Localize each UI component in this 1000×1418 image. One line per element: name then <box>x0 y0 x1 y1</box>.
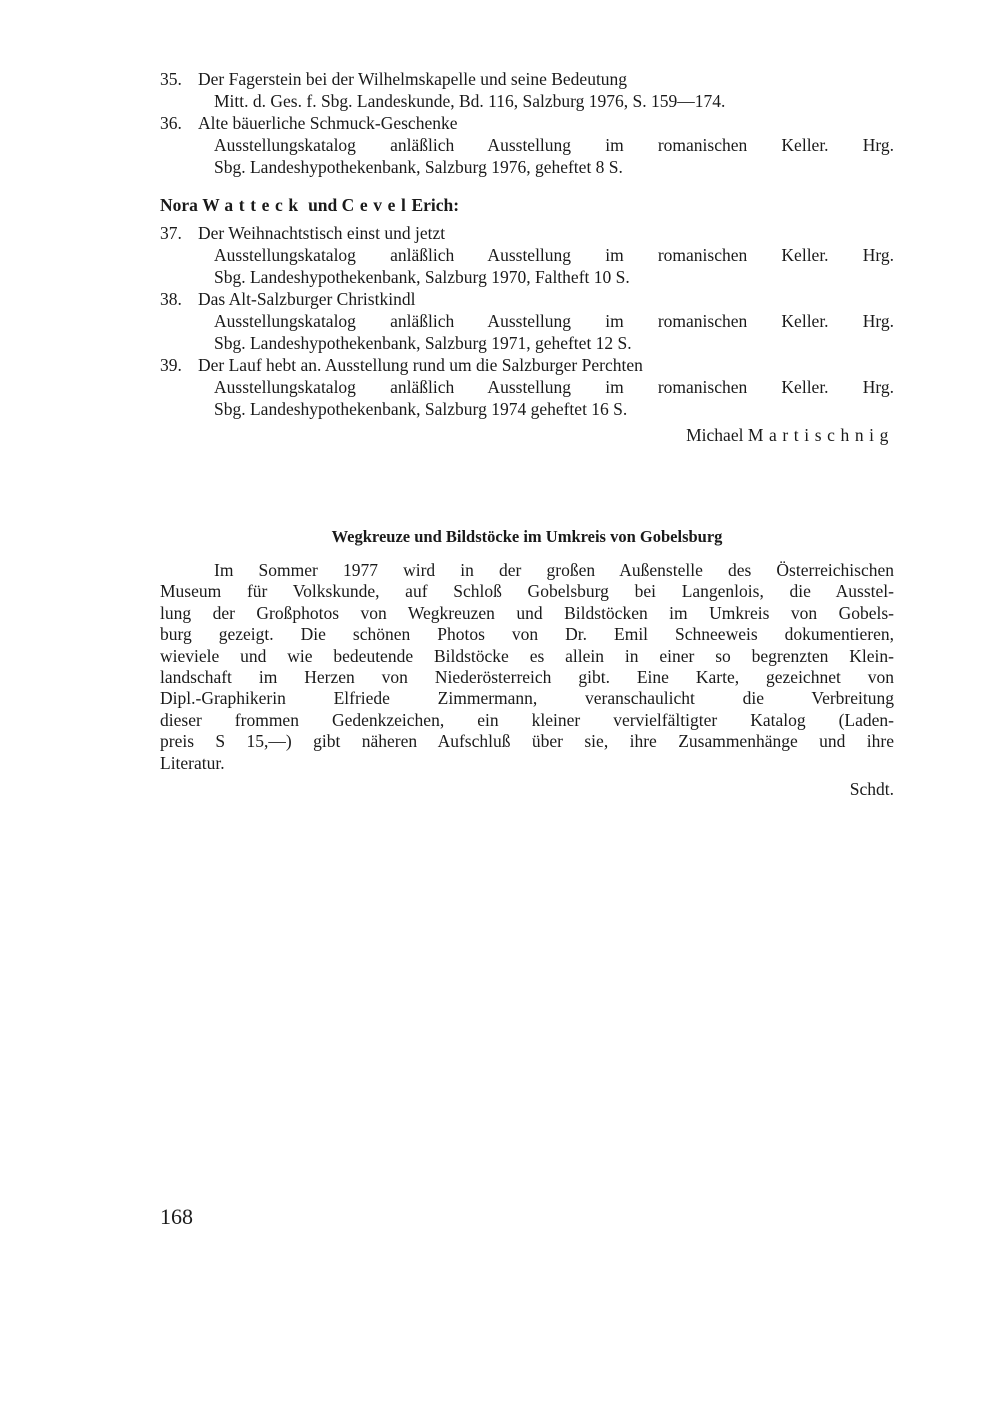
author-first-name: Nora <box>160 195 198 215</box>
entry-title: Der Weihnachtstisch einst und jetzt <box>198 223 446 243</box>
entry-detail-line: Sbg. Landeshypothekenbank, Salzburg 1976, geheftet 8 S. <box>214 157 623 177</box>
author-conjunction: und <box>308 195 338 215</box>
entry-detail-line: Ausstellungskatalog anläßlich Ausstellung im romanischen Keller. Hrg. <box>214 135 894 155</box>
authors-heading <box>160 194 894 216</box>
entry-detail-line: Ausstellungskatalog anläßlich Ausstellung im romanischen Keller. Hrg. <box>214 245 894 265</box>
entry-number: 39. <box>160 355 182 375</box>
author-surname: Watteck <box>202 195 304 215</box>
paragraph-line: Literatur. <box>160 752 225 773</box>
paragraph-line: burg gezeigt. Die schönen Photos von Dr. Emil Schneeweis dokumentieren, <box>160 624 894 645</box>
entry-detail-line: Sbg. Landeshypothekenbank, Salzburg 1970, Faltheft 10 S. <box>214 267 630 287</box>
article-paragraph <box>160 560 894 774</box>
author-first-name: Erich: <box>411 195 460 215</box>
article-title: Wegkreuze und Bildstöcke im Umkreis von Gobelsburg <box>331 527 723 546</box>
bibliography-entry <box>160 354 894 420</box>
paragraph-line: Museum für Volkskunde, auf Schloß Gobelsburg bei Langenlois, die Ausstel- <box>160 581 894 602</box>
author-surname: Cevel <box>341 195 412 215</box>
signature-surname: Martischnig <box>747 425 894 445</box>
bibliography-entry <box>160 68 894 112</box>
bibliography-entry <box>160 112 894 178</box>
bibliography-entry <box>160 288 894 354</box>
entry-title: Das Alt-Salzburger Christkindl <box>198 289 416 309</box>
paragraph-line: Im Sommer 1977 wird in der großen Außenstelle des Österreichischen <box>214 560 894 580</box>
entry-number: 36. <box>160 113 182 133</box>
entry-detail-line: Sbg. Landeshypothekenbank, Salzburg 1971, geheftet 12 S. <box>214 333 632 353</box>
entry-title: Der Lauf hebt an. Ausstellung rund um die Salzburger Perchten <box>198 355 643 375</box>
entry-detail-line: Mitt. d. Ges. f. Sbg. Landeskunde, Bd. 116, Salzburg 1976, S. 159—174. <box>214 91 726 111</box>
bibliography-entry <box>160 222 894 288</box>
paragraph-line: Dipl.-Graphikerin Elfriede Zimmermann, veranschaulicht die Verbreitung <box>160 688 894 709</box>
page-number: 168 <box>160 1204 193 1229</box>
paragraph-line: landschaft im Herzen von Niederösterreich gibt. Eine Karte, gezeichnet von <box>160 667 894 688</box>
paragraph-line: wieviele und wie bedeutende Bildstöcke es allein in einer so begrenzten Klein- <box>160 645 894 666</box>
entry-detail-line: Sbg. Landeshypothekenbank, Salzburg 1974 geheftet 16 S. <box>214 399 628 419</box>
paragraph-line: dieser frommen Gedenkzeichen, ein kleiner vervielfältigter Katalog (Laden- <box>160 709 894 730</box>
entry-number: 38. <box>160 289 182 309</box>
paragraph-line: lung der Großphotos von Wegkreuzen und Bildstöcken im Umkreis von Gobels- <box>160 602 894 623</box>
signature-first-name: Michael <box>686 425 744 445</box>
entry-detail-line: Ausstellungskatalog anläßlich Ausstellung im romanischen Keller. Hrg. <box>214 377 894 397</box>
page-body <box>160 68 894 800</box>
article-signature: Schdt. <box>849 779 894 800</box>
entry-number: 35. <box>160 69 182 89</box>
paragraph-line: preis S 15,—) gibt näheren Aufschluß über sie, ihre Zusammenhänge und ihre <box>160 731 894 752</box>
entry-title: Der Fagerstein bei der Wilhelmskapelle und seine Bedeutung <box>198 69 628 89</box>
entry-detail-line: Ausstellungskatalog anläßlich Ausstellung im romanischen Keller. Hrg. <box>214 311 894 331</box>
author-signature <box>160 424 894 446</box>
entry-number: 37. <box>160 223 182 243</box>
entry-title: Alte bäuerliche Schmuck-Geschenke <box>198 113 458 133</box>
